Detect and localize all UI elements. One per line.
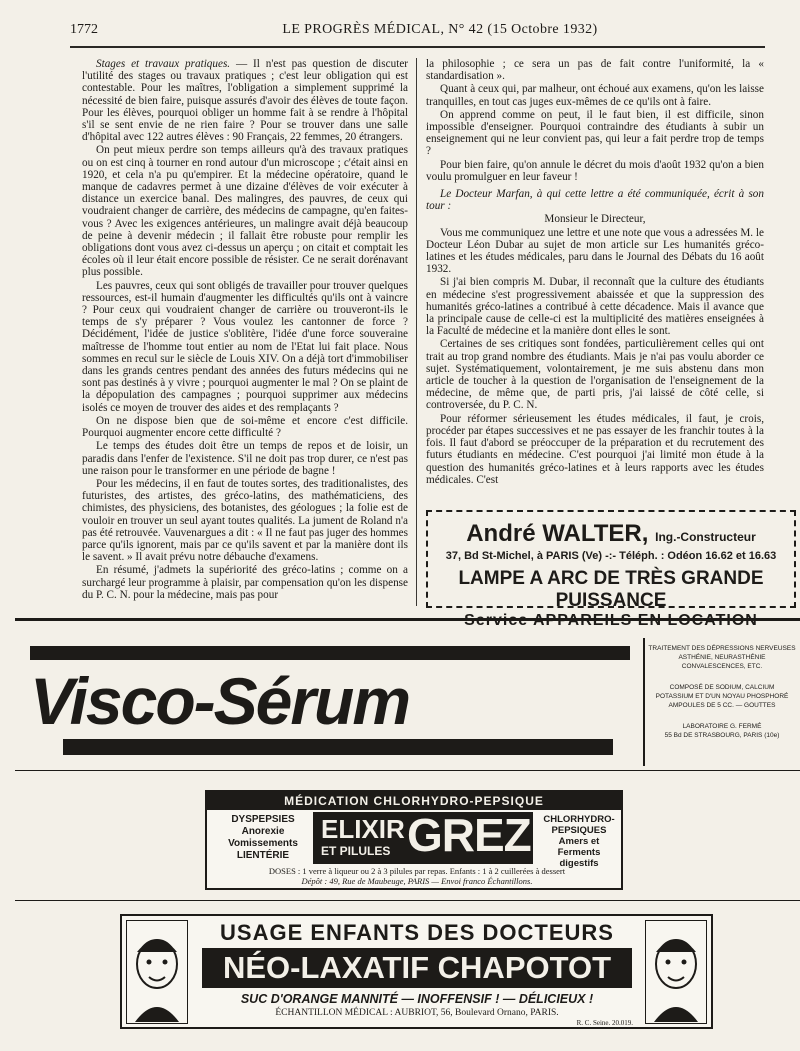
- visco-top-bar: [30, 646, 630, 660]
- grez-left-3: Vomissements: [228, 838, 298, 849]
- neo-rc: R. C. Seine. 20.019.: [576, 1019, 633, 1027]
- grez-left-list: [213, 814, 313, 862]
- visco-info-1: TRAITEMENT DES DÉPRESSIONS NERVEUSES: [648, 645, 796, 652]
- running-title: LE PROGRÈS MÉDICAL, N° 42 (15 Octobre 1932): [282, 22, 598, 37]
- child-face-icon: [646, 921, 706, 1023]
- grez-footer: [213, 866, 621, 886]
- grez-left-4: LIENTÉRIE: [236, 850, 290, 861]
- right-paragraph-7: Si j'ai bien compris M. Dubar, il reconnaît que la culture des étudiants en médecine s'est progressivement abaissée et que la suppression des humanités gréco-latines a contribué à cette décadence. Mais il avance que la principale cause de celle-ci est la multiplicité des matières enseignées à la Faculté de médecine et la manière dont elles le sont.: [426, 276, 764, 338]
- grez-right-1: CHLORHYDRO-: [543, 814, 615, 825]
- walter-name: André WALTER,: [466, 520, 649, 547]
- right-paragraph-8: Certaines de ses critiques sont fondées, particulièrement celles qui ont trait au trop grand nombre des étudiants. Mais je n'ai pas voulu aborder ce sujet. Systématiquement, volontairement, je me suis abstenu dans mon article de toucher à la question de l'organisation de l'enseignement de la médecine, de même que, de parti pris, j'ai laissé de côté celle, si controversée, du P. C. N.: [426, 338, 764, 412]
- child-portrait-right: [645, 920, 707, 1024]
- left-paragraph-4: On ne dispose bien que de soi-même et encore c'est difficile. Pourquoi augmenter encore cette difficulté ?: [82, 414, 408, 440]
- visco-brand: Visco-Sérum: [30, 664, 410, 738]
- salutation: Monsieur le Directeur,: [544, 213, 646, 226]
- neo-brand: NÉO-LAXATIF CHAPOTOT: [202, 948, 632, 988]
- grez-heading: MÉDICATION CHLORHYDRO-PEPSIQUE: [207, 792, 621, 810]
- grez-elixir: ELIXIR: [321, 814, 405, 844]
- left-column: [82, 58, 408, 602]
- walter-address: 37, Bd St-Michel, à PARIS (Ve) -:- Téléph. : Odéon 16.62 et 16.63: [445, 550, 777, 562]
- child-portrait-left: [126, 920, 188, 1024]
- neo-tagline: SUC D'ORANGE MANNITÉ — INOFFENSIF ! — DÉLICIEUX !: [240, 992, 594, 1006]
- visco-info-4: COMPOSÉ DE SODIUM, CALCIUM: [669, 684, 775, 691]
- page-number: 1772: [70, 22, 98, 37]
- grez-right-4: digestifs: [559, 858, 599, 869]
- grez-left-2: Anorexie: [241, 826, 285, 837]
- visco-info-5: POTASSIUM ET D'UN NOYAU PHOSPHORÉ: [655, 693, 789, 700]
- ad-walter: [426, 510, 796, 611]
- left-p1-text: — Il n'est pas question de discuter l'utilité des stages ou travaux pratiques ; c'est leur obligation qui est contestable. Pour les maîtres, l'obligation a simplement supprimé la nécessité de bien faire, puisque assurés d'avoir des élèves de toute façon. Pour les élèves, pourquoi obliger un homme fait à se rendre à l'hôpital s'il se sent envie de ne rien faire ? Pour se trouver dans une salle d'hôpital avec 122 autres élèves : 90 Français, 22 femmes, 20 étrangers.: [82, 58, 409, 144]
- ad-separator-3: [15, 900, 800, 901]
- section-lead: Stages et travaux pratiques.: [96, 58, 231, 70]
- child-face-icon: [127, 921, 187, 1023]
- visco-info-7: LABORATOIRE G. FERMÉ: [682, 723, 762, 730]
- right-paragraph-4: Pour bien faire, qu'on annule le décret du mois d'août 1932 qu'on a bien voulu promulguer en leur faveur !: [426, 158, 764, 183]
- ad-elixir-grez: [205, 790, 623, 890]
- left-paragraph-2: On peut mieux perdre son temps ailleurs qu'à des travaux pratiques ou on est cinq à tourner en rond autour d'un microscope ; c'était ainsi en 1920, et cela n'a pu qu'empirer. Et la médecine opératoire, quand le manque de cadavres permet à une dizaine d'élèves de voir exécuter à distance un exercice banal. Des malingres, des pauvres, de ceux qui voudraient changer de carrière, des médecins de campagne, qu'en faites-vous ? Avec les exigences antérieures, un malingre avait déjà beaucoup de peine à devenir médecin ; il fallait être robuste pour remplir les obligations dont vous avez ci-dessus un aperçu ; on citait et comptait les écoles où il leur était encore possible de résister. Ce ne serait dorénavant plus possible.: [82, 144, 408, 279]
- page-header: [70, 22, 765, 44]
- grez-pilules: ET PILULES: [321, 844, 391, 858]
- left-paragraph-7: En résumé, j'admets la supériorité des gréco-latins ; comme on a surchargé leur programme à plaisir, par compensation qu'on les dispense du P. C. N. pour la médecine, mais pas pour: [82, 564, 408, 601]
- grez-right-list: [537, 814, 621, 869]
- walter-name-line: [428, 520, 794, 548]
- visco-info-6: AMPOULES DE 5 CC. — GOUTTES: [668, 702, 776, 709]
- right-paragraph-6: Vous me communiquez une lettre et une note que vous a adressées M. le Docteur Léon Dubar au sujet de mon article sur Les humanités gréco-latines et les études médicales, paru dans le Journal des Débats du 16 août 1932.: [426, 226, 764, 276]
- column-divider: [416, 58, 417, 606]
- grez-doses: DOSES : 1 verre à liqueur ou 2 à 3 pilules par repas. Enfants : 1 à 2 cuillerées à dessert: [268, 866, 566, 876]
- left-paragraph-3: Les pauvres, ceux qui sont obligés de travailler pour trouver quelques ressources, est-il humain d'augmenter les difficultés qu'ils ont à vaincre ? Pour ceux qui voudraient changer de carrière ou trouveront-ils le temps de s'y préparer ? Vous voulez les cantonner de force ? Décidément, l'idée de justice s'oblitère, l'idée d'une force souveraine maîtresse de l'homme tout entier au nom de l'Etat lui fait place. Nous sommes en recul sur le siècle de Louis XIV. On a déjà tort d'immobiliser dans les grands centres pendant des années des futurs médecins qui ne sont pas destinés à y vivre ; pourquoi augmenter le mal ? On se plaint de la dépopulation des campagnes ; pourquoi supprimer aux médecins isolés ce moyen de trouver des aides et des remplaçants ?: [82, 279, 408, 414]
- visco-bottom-bar: [63, 739, 613, 755]
- grez-left-1: DYSPEPSIES: [231, 814, 295, 825]
- right-paragraph-1: la philosophie ; ce sera un pas de fait contre l'uniformité, la « standardisation ».: [426, 58, 764, 83]
- ad-separator: [15, 618, 800, 621]
- grez-depot: Dépôt : 49, Rue de Maubeuge, PARIS — Envoi franco Échantillons.: [301, 876, 533, 886]
- right-paragraph-3: On apprend comme on peut, il le faut bien, il est difficile, sinon impossible d'enseigner. Pourquoi contraindre des étudiants à subir un enseignement qui ne leur convient pas, qui leur a fait perdre trop de temps ?: [426, 108, 764, 158]
- left-paragraph-5: Le temps des études doit être un temps de repos et de loisir, un paradis dans l'enfer de l'existence. S'il ne doit pas trop durer, ce n'est pas une raison pour le transformer en une période de bagne !: [82, 440, 408, 477]
- right-paragraph-2: Quant à ceux qui, par malheur, ont échoué aux examens, qu'on les laisse tranquilles, en tout cas juges eux-mêmes de ce qu'ils ont à faire.: [426, 83, 764, 108]
- right-column: [426, 58, 764, 487]
- left-paragraph-6: Pour les médecins, il en faut de toutes sortes, des traditionalistes, des futuristes, des artistes, des gréco-latins, des mathématiciens, des chimistes, des physiciens, des botanistes, des géologues ; la folie est de vouloir en trouver un seul ayant toutes qualités. La jument de Roland n'a pas été retrouvée. Vauvenargues a dit : « Il ne faut pas juger des hommes parce qu'ils ignorent, mais par ce qu'ils savent et par la manière dont ils le savent. » Il avait prévu notre débauche d'examens.: [82, 477, 408, 564]
- header-rule: [70, 46, 765, 48]
- walter-line-2: [428, 612, 794, 630]
- ad-visco-serum: [15, 638, 800, 768]
- ad-separator-2: [15, 770, 800, 771]
- visco-info-2: ASTHÉNIE, NEURASTHÉNIE: [678, 654, 766, 661]
- right-paragraph-5: Le Docteur Marfan, à qui cette lettre a été communiquée, écrit à son tour :: [426, 188, 764, 213]
- walter-trade: Ing.-Constructeur: [655, 530, 756, 544]
- ad-neo-laxatif: [120, 914, 713, 1029]
- grez-right-2: PEPSIQUES: [551, 825, 607, 836]
- grez-logo-block: [313, 809, 533, 864]
- right-paragraph-9: Pour réformer sérieusement les études médicales, il faut, je crois, procéder par étapes successives et ne pas essayer de les franchir toutes à la fois. Il faut d'abord se préoccuper de la préparation et du recrutement des futurs étudiants en médecine. C'est pourquoi j'ai limité mon étude à la question des humanités gréco-latines et à leurs rapports avec les études médicales. C'est: [426, 412, 764, 486]
- visco-info-3: CONVALESCENCES, ETC.: [681, 663, 763, 670]
- grez-brand: GREZ: [407, 809, 531, 861]
- walter-line-1: LAMPE A ARC DE TRÈS GRANDE PUISSANCE: [458, 568, 764, 611]
- neo-heading: USAGE ENFANTS DES DOCTEURS: [220, 920, 614, 945]
- left-paragraph-1: [82, 58, 408, 143]
- neo-sample: ÉCHANTILLON MÉDICAL : AUBRIOT, 56, Boulevard Ornano, PARIS.: [275, 1008, 559, 1018]
- visco-info-panel: [643, 638, 799, 766]
- grez-right-3: Amers et Ferments: [557, 836, 601, 858]
- visco-info-8: 55 Bd DE STRASBOURG, PARIS (10e): [664, 732, 780, 739]
